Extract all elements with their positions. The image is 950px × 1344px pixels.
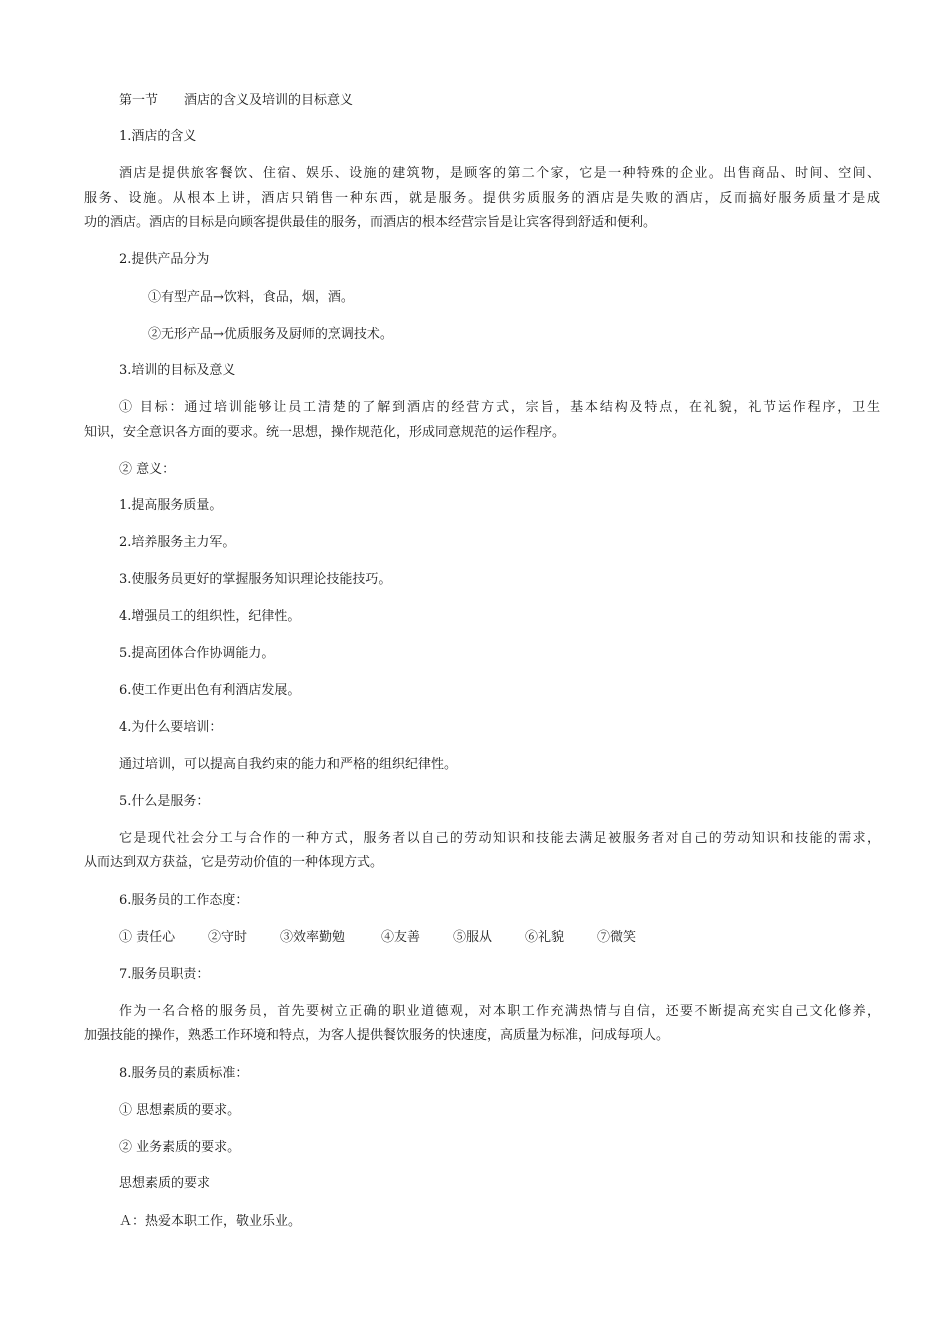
list-item: ⑤服从 (453, 930, 493, 945)
list-item: 2.培养服务主力军。 (119, 535, 236, 550)
sub-heading: 思想素质的要求 (119, 1176, 211, 1191)
list-item: ⑦微笑 (597, 930, 637, 945)
heading-products: 2.提供产品分为 (119, 252, 210, 267)
heading-duties: 7.服务员职责： (119, 967, 210, 982)
list-item: ②无形产品→优质服务及厨师的烹调技术。 (148, 327, 393, 342)
list-item: ②守时 (208, 930, 248, 945)
heading-training-goals: 3.培训的目标及意义 (119, 363, 236, 378)
list-item: ③效率勤勉 (280, 930, 346, 945)
paragraph-line: 服务、设施。从根本上讲，酒店只销售一种东西，就是服务。提供劣质服务的酒店是失败的酒店，反而搞好服务质量才是成 (84, 191, 880, 206)
paragraph-line: 知识，安全意识各方面的要求。统一思想，操作规范化，形成同意规范的运作程序。 (84, 425, 566, 440)
list-item: 6.使工作更出色有利酒店发展。 (119, 683, 301, 698)
list-item: ② 业务素质的要求。 (119, 1140, 241, 1155)
heading-hotel-meaning: 1.酒店的含义 (119, 129, 197, 144)
paragraph-line: 通过培训，可以提高自我约束的能力和严格的组织纪律性。 (119, 757, 458, 772)
paragraph-line: 功的酒店。酒店的目标是向顾客提供最佳的服务，而酒店的根本经营宗旨是让宾客得到舒适和便利。 (84, 215, 657, 230)
paragraph-line: 从而达到双方获益，它是劳动价值的一种体现方式。 (84, 855, 384, 870)
paragraph-line: ① 目标：通过培训能够让员工清楚的了解到酒店的经营方式，宗旨，基本结构及特点，在礼貌，礼节运作程序，卫生 (119, 400, 880, 415)
list-item: 4.增强员工的组织性，纪律性。 (119, 609, 301, 624)
list-item: ④友善 (381, 930, 421, 945)
list-item: 5.提高团体合作协调能力。 (119, 646, 275, 661)
list-item: ① 思想素质的要求。 (119, 1103, 241, 1118)
list-item: ⑥礼貌 (525, 930, 565, 945)
meaning-heading: ② 意义： (119, 462, 176, 477)
heading-work-attitude: 6.服务员的工作态度： (119, 893, 249, 908)
section-title: 第一节 酒店的含义及培训的目标意义 (119, 93, 354, 108)
list-item: 1.提高服务质量。 (119, 498, 223, 513)
paragraph-line: 加强技能的操作，熟悉工作环境和特点，为客人提供餐饮服务的快速度，高质量为标准，问成每项人。 (84, 1028, 670, 1043)
list-item: ① 责任心 (119, 930, 176, 945)
heading-quality-standards: 8.服务员的素质标准： (119, 1066, 249, 1081)
list-item: Ａ：热爱本职工作，敬业乐业。 (119, 1214, 302, 1229)
heading-why-training: 4.为什么要培训： (119, 720, 223, 735)
paragraph-line: 它是现代社会分工与合作的一种方式，服务者以自己的劳动知识和技能去满足被服务者对自己的劳动知识和技能的需求， (119, 831, 880, 846)
list-item: ①有型产品→饮料，食品，烟，酒。 (148, 290, 354, 305)
paragraph-line: 作为一名合格的服务员，首先要树立正确的职业道德观，对本职工作充满热情与自信，还要不断提高充实自己文化修养， (119, 1004, 880, 1019)
paragraph-line: 酒店是提供旅客餐饮、住宿、娱乐、设施的建筑物，是顾客的第二个家，它是一种特殊的企业。出售商品、时间、空间、 (119, 166, 880, 181)
heading-what-is-service: 5.什么是服务： (119, 794, 210, 809)
list-item: 3.使服务员更好的掌握服务知识理论技能技巧。 (119, 572, 392, 587)
